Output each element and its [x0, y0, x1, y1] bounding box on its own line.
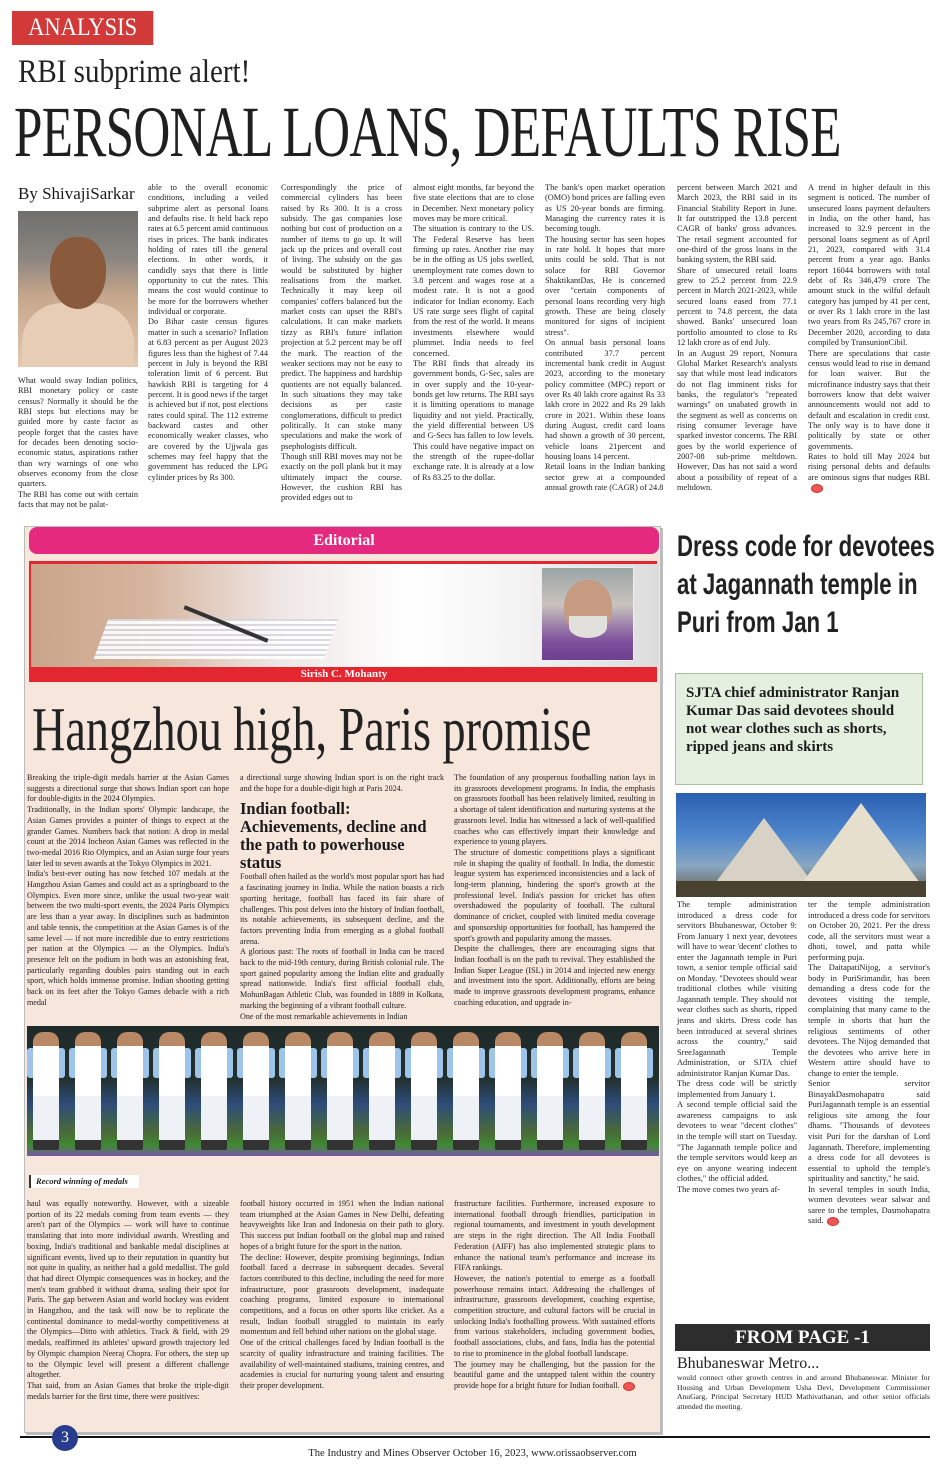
temple-highlight-box: SJTA chief administrator Ranjan Kumar Das said devotees should not wear clothes such as shorts, ripped jeans and skirts [675, 673, 923, 785]
author-photo [18, 211, 138, 367]
paragraph: Do Bihar caste census figures matter in such a scenario? Inflation at 6.83 percent as per August 2023 figures less than the highest of 7.44 percent in July is beyond the RBI toleration limit of 6 percent. But hawkish RBI is targeting for 4 percent. It is good news if the target is achieved but if not, post elections rates could spiral. The 112 extreme backward castes and other economically weaker classes, who are covered by the Ujjwala gas schemes may feel happy that the government has reduced the LPG cylinder prices by Rs 300. [148, 317, 268, 482]
paragraph: The DaitapatiNijog, a servitor's body in PuriSrimandir, has been demanding a dress code for the devotees visiting the temple, complaining that many came to the temple in shorts that hurt the religious sentiments of other devotees. The Nijog demanded that the devotees who arrive here in Western attire should have to change to enter the temple. [808, 963, 930, 1078]
analysis-column-2 [148, 183, 268, 483]
paragraph: The temple administration introduced a dress code for servitors Bhubaneswar, October 9: From January 1 next year, devotees will have to wear 'decent' clothes to enter the Jagannath temple in Puri town, a senior temple official said on Monday. "Devotees should wear traditional clothes while visiting Jagannath temple. They should not wear clothes such as shorts, ripped jeans and skirts. Dress code has been introduced at several shrines across the country," said SreeJagannath Temple Administration, or SJTA chief administrator Ranjan Kumar Das. [677, 900, 797, 1078]
analysis-column-7 [808, 183, 930, 493]
author-photo-face [50, 237, 106, 309]
footer-masthead: The Industry and Mines Observer October 16, 2023, www.orissaobserver.com [308, 1448, 637, 1459]
temple-ground [676, 881, 926, 897]
paragraph: One of the most remarkable achievements in Indian [240, 1011, 408, 1021]
editorial-column-2-bottom [240, 1199, 444, 1392]
section-tag-editorial: Editorial [29, 527, 659, 554]
paragraph: Traditionally, in the Indian sports' Olympic landscape, the Asian Games provides a pointer of things to expect at the grander Games. Numbers back that notion: A drop in medal count at the 2014 Incheon Asian Games was reflected in the two-medal 2016 Rio Olympics, and an Asian surge four years later led to seven awards at the Tokyo Olympics in 2021. [27, 805, 229, 868]
paragraph: That said, from an Asian Games that broke the triple-digit medals barrier for the first time, there were positives: [27, 1380, 229, 1401]
editorial-subhead: Indian football: Achievements, decline and the path to powerhouse status [240, 799, 427, 873]
paragraph-text: Rates to hold till May 2024 but rising personal debts and defaults are ominous signs that nudges RBI. [808, 451, 930, 482]
section-tag-analysis: ANALYSIS [12, 11, 153, 45]
player-figure [537, 1032, 563, 1150]
paragraph: percent between March 2021 and March 2023, the RBI said in its Financial Stability Report in June. It far outstripped the 13.8 percent CAGR of banks' gross advances. The retail segment accounted for one-third of the gross loans in the banking system, the RBI said. [677, 183, 797, 265]
paragraph-text: In several temples in south India, women devotees wear salwar and saree to the temples, Dasmohapatra said. [808, 1184, 930, 1226]
end-mark-icon [811, 484, 823, 493]
paragraph: Football often hailed as the world's most popular sport has had a fascinating journey in India. While the nation boasts a rich sporting heritage, football has faced its fair share of challenges. This post delves into the history of Indian football, its notable achievements, its subsequent decline, and the factors preventing India from emerging as a global football arena. [240, 872, 444, 946]
editorial-column-1-bottom [27, 1199, 229, 1402]
paragraph: Senior servitor BinayakDasmohapatra said PuriJagannath temple is an essential religious site among the four dhams. "Thousands of devotees visit Puri for the darshan of Lord Jagannath. Therefore, implementing a dress code for all devotees is essential to uphold the temple's spirituality and sanctity," he said. [808, 1079, 930, 1184]
paragraph: A trend in higher default in this segment is noticed. The number of unsecured loans payment defaulters in India, on the other hand, has increased to 32.9 percent in the personal loans segment as of April 21, 2023, compared with 31.4 percent from a year ago. Banks report 16044 borrowers with total debt of Rs 346,479 crore The amount stuck in the wilful default category has jumped by 41 per cent, or over Rs 1 lakh crore in the last two years from Rs 245,767 crore in December 2020, according to data compiled by TransunionCibil. [808, 183, 930, 348]
medal-team-photo [27, 1026, 659, 1156]
paragraph: There are speculations that caste census would lead to rise in demand for loan waiver. But the microfinance industry says that their borrowers know that debt waiver announcements would not add to default and escalation in credit cost. The only way is to have done it politically by state or other governments. [808, 348, 930, 451]
paragraph [808, 452, 930, 493]
paragraph: The RBI finds that already its government bonds, G-Sec, sales are in over supply and the 10-year-bonds get low returns. The RBI says it is limiting operations to manage liquidity and not yield. Practically, the yield differential between US and G-Secs has fallen to low levels. This could have negative impact on the strength of the rupee-dollar exchange rate. It is already at a low of Rs 83.25 to the dollar. [413, 358, 534, 482]
paragraph: football history occurred in 1951 when the Indian national team triumphed at the Asian Games in New Delhi, defeating heavyweights like Iran and Indonesia on their path to glory. This success put Indian football on the global map and raised hopes of a bright future for the sport in the nation. [240, 1199, 444, 1251]
paragraph: A glorious past: The roots of football in India can be traced back to the mid-19th century, during British colonial rule. The sport gained popularity among the Indian elite and gradually spread nationwide. India's first official football club, MohunBagan Athletic Club, was founded in 1889 in Kolkata, marking the beginning of a vibrant football culture. [240, 947, 444, 1010]
player-figure [285, 1032, 311, 1150]
paragraph: A second temple official said the awareness campaigns to ask devotees to wear "decent clothes" in the temple will start on Tuesday. "The Jagannath temple police and the temple servitors would keep an eye on anyone wearing indecent clothes," the official added. [677, 1100, 797, 1184]
paragraph: The bank's open market operation (OMO) bond prices are falling even as US 20-year bonds are firming. Managing the currency rates it is becoming tough. [545, 183, 665, 234]
paragraph: almost eight months, far beyond the five state elections that are to close in December. Next monetary policy moves may be more critical. [413, 183, 534, 224]
paragraph: The RBI has come out with certain facts that may not be palat- [18, 489, 138, 510]
paragraph: Share of unsecured retail loans grew to 25.2 percent from 22.9 percent in March 2021-2023, while secured loans eased from 77.1 percent to 74.8 percent, the data showed. Banks' unsecured loan portfolio amounted to close to Rs 12 lakh crore as of end July. [677, 265, 797, 348]
analysis-column-6 [677, 183, 797, 493]
end-mark-icon [623, 1382, 635, 1391]
paragraph: able to the overall economic conditions, including a veiled subprime alert as personal loans and defaults rise. It held back repo rates at 6.5 percent amid continuous rises in prices. The bank indicates holding of rates till the general elections. In other words, it candidly says that there is little opportunity to cut the rates. This means the cost would continue to be more for the borrowers whether individual or corporate. [148, 183, 268, 317]
player-figure [495, 1032, 521, 1150]
player-figure [75, 1032, 101, 1150]
paragraph: frastructure facilities. Furthermore, increased exposure to international football through friendlies, participation in regional tournaments, and investment in youth development are steps in the right direction. The All India Football Federation (AIFF) has also implemented strategic plans to enhance the national team's performance and increase its FIFA rankings. [454, 1199, 655, 1273]
paragraph: Though still RBI moves may not be exactly on the poll plank but it may ultimately impact the course. However, the cushion RBI has provided edges out to [281, 451, 402, 503]
continuation-headline: Bhubaneswar Metro... [677, 1355, 820, 1372]
footer-rule [20, 1436, 930, 1438]
temple-photo [676, 793, 926, 897]
analysis-column-1 [18, 376, 138, 510]
player-figure [117, 1032, 143, 1150]
editorial-column-2-top [240, 773, 444, 1022]
paragraph: The foundation of any prosperous footballing nation lays in its grassroots development programs. In India, the emphasis on grassroots football has been relatively limited, resulting in a shortage of talent identification and nurturing systems at the grassroots level. India has witnessed a lack of well-qualified coaches who can effectively impart their knowledge and experience to young players. [454, 773, 655, 847]
byline: By ShivajiSarkar [18, 184, 135, 203]
paragraph: Correspondingly the price of commercial cylinders has been raised by Rs 300. It is a cross subsidy. The gas companies lose nothing but cost of production on a number of items to go up. It will jack up the prices and overall cost of living. The subsidy on the gas would be substituted by higher realisations from the market. Technically it may keep oil companies' coffers balanced but the market costs can upset the RBI's calculations. It can make markets tizzy as RBI's future inflation projection at 5.2 percent may be off the mark. The reaction of the weaker sections may not be easy to predict. The happiness and hardship quotients are not equally balanced. In such situations they may take decisions as per caste conglomerations, difficult to predict politically. It can stoke many speculations and make the work of psephologists difficult. [281, 183, 402, 451]
temple-column-1 [677, 900, 797, 1195]
paragraph [454, 1360, 655, 1392]
analysis-column-5 [545, 183, 665, 493]
player-figure [33, 1032, 59, 1150]
author-photo-shirt [22, 303, 134, 367]
editorial-author: Sirish C. Mohanty [300, 668, 388, 680]
paragraph: The situation is contrary to the US. The Federal Reserve has been firming up rates. Another rise may be in the offing as US jobs swelled, unemployment rate comes down to 3.8 percent and wages rose at a modest rate. It is not a good indicator for Indian economy. Each US rate surge sees flight of capital from the rest of the world. It means investments elsewhere would plummet. India needs to feel concerned. [413, 224, 534, 358]
paragraph: a directional surge showing Indian sport is on the right track and the hope for a double-digit high at Paris 2024. [240, 773, 444, 793]
editorial-column-3-top [454, 773, 655, 1008]
end-mark-icon [827, 1217, 839, 1226]
from-page-banner: FROM PAGE -1 [675, 1324, 930, 1351]
analysis-column-3 [281, 183, 402, 504]
player-figure [453, 1032, 479, 1150]
paragraph: haul was equally noteworthy. However, with a sizeable portion of its 22 medals coming from team events — they aren't part of the Olympics — work will have to continue translating that into more individual awards. Wrestling and boxing, India's traditional and bankable medal disciplines at significant events, lived up to their reputation in quantity but not quite in quality, as neither had a gold medallist. The gold that had direct Olympic consequences was in hockey, and the men's team grabbed it without drama, sealing their spot for Paris. The gap between Asian and world hockey was evident in Hangzhou, and the task will now be to replicate the continental dominance to medal-worthy competitiveness at the Olympics—Ditto with athletics. Track & field, with 29 medals, reaffirmed its athletes' upward growth trajectory led by Olympic champion Neeraj Chopra. For others, the step up to the Olympic level will present a different challenge altogether. [27, 1199, 229, 1380]
paragraph: Retail loans in the Indian banking sector grew at a compounded annual growth rate (CAGR) of 24.8 [545, 462, 665, 492]
continuation-text: would connect other growth centres in and around Bhubaneswar. Minister for Housing and Urban Development Usha Devi, Development Commissioner AnuGarg, Principal Secretary HUD Mathivathanan, and other senior officials attended the meeting. [677, 1373, 930, 1411]
paragraph: However, the nation's potential to emerge as a football powerhouse remains intact. Addressing the challenges of infrastructure, grassroots development, coaching expertise, competition structure, and cultural factors will be crucial in unlocking India's footballing prowess. With sustained efforts from various stakeholders, including government bodies, football associations, clubs, and fans, India has the potential to rise to prominence in the global football landscape. [454, 1273, 655, 1358]
player-figure [579, 1032, 605, 1150]
paragraph: Breaking the triple-digit medals barrier at the Asian Games suggests a directional surge that shows Indian sport can hope for double-digits in the 2024 Olympics. [27, 773, 229, 804]
article-kicker: RBI subprime alert! [18, 54, 251, 90]
page-number-badge: 3 [52, 1425, 78, 1451]
paragraph: ter the temple administration introduced a dress code for servitors on October 20, 2021. Per the dress code, all the servitors must wear a dhoti, towel, and patta while performing puja. [808, 900, 930, 962]
editorial-headline: Hangzhou high, Paris promise [32, 696, 592, 764]
article-headline: PERSONAL LOANS, DEFAULTS RISE [14, 92, 841, 172]
paragraph: What would sway Indian politics, RBI monetary policy or caste census? Normally it should be the RBI steps but elections may be guided more by caste factor as people forget that the castes have for decades been denoting socio-economic status, aspirations rather than wry warnings of one who observes economy from the close quarters. [18, 376, 138, 489]
paragraph: On annual basis personal loans contributed 37.7 percent incremental bank credit in August 2023, according to the monetary policy committee (MPC) report or over Rs 40 lakh crore against Rs 33 lakh crore in 2022 and Rs 29 lakh crore in 2021. Within these loans during August, credit card loans had shown a growth of 30 percent, vehicle loans 21percent and housing loans 14 percent. [545, 338, 665, 461]
editorial-author-photo [541, 567, 634, 661]
temple-column-2 [808, 900, 930, 1227]
paragraph: The move comes two years af- [677, 1184, 781, 1194]
paragraph: The structure of domestic competitions plays a significant role in shaping the quality of football. In India, the domestic league system has experienced inconsistencies and a lack of long-term planning, hindering the sport's growth at the professional level. India's passion for cricket has often overshadowed the popularity of football. The cultural dominance of cricket, coupled with limited media coverage and sponsorship opportunities for football, has hampered the sport's growth and popularity among the masses. [454, 847, 655, 943]
analysis-column-4 [413, 183, 534, 483]
paragraph: The housing sector has seen hopes in rate hold. It hopes that more units could be sold. That is not solace for RBI Governor ShaktikantDas, He is concerned over "certain components of personal loans recording very high growth. These are being closely monitored for signs of incipient stress". [545, 234, 665, 337]
player-figure [621, 1032, 647, 1150]
player-figure [243, 1032, 269, 1150]
paragraph: India's best-ever outing has now fetched 107 medals at the Hangzhou Asian Games and could act as a springboard to the Olympics. Even more since, unlike the usual two-year wait between the two multi-sport events, the 2024 Paris Olympics are less than a year away. In disciplines such as badminton and table tennis, the competition at the Asian Games is of the same level — if not more incredible due to entry restrictions per nation at the Olympics — as the Olympics. India's presence felt on the podium in both was an astonishing feat, particularly regarding doubles pairs standing out in each sport, which holds immense promise. Indian shooting getting back on its feet after the Tokyo Games debacle with a rich medal [27, 869, 229, 1007]
editorial-column-3-bottom [454, 1199, 655, 1392]
paragraph: The decline: However, despite promising beginnings, Indian football faced a decrease in subsequent decades. Several factors contributed to this decline, including the need for more infrastructure, poor grassroots development, inadequate coaching programs, limited exposure to international competitions, and a focus on other sports like cricket. As a result, Indian football struggled to maintain its early momentum and fell behind other nations on the global stage. [240, 1252, 444, 1337]
player-figure [201, 1032, 227, 1150]
editorial-column-1-top [27, 773, 229, 1008]
paragraph: In an August 29 report, Nomura Global Market Research's analysts say that while most lead indicators do not flag imminent risks for banks, the regulator's "repeated warnings" on unabated growth in the segment as well as concerns on rising consumer leverage have sparked investor concerns. The RBI goes by the world experience of 2007-08 sub-prime meltdown. However, Das has not said a word about a possibility of repeat of a meltdown. [677, 348, 797, 492]
paper-graphic [94, 619, 339, 659]
player-figure [411, 1032, 437, 1150]
temple-headline: Dress code for devotees at Jagannath temple in Puri from Jan 1 [677, 530, 935, 639]
paragraph: The dress code will be strictly implemented from January 1. [677, 1079, 797, 1099]
player-figure [159, 1032, 185, 1150]
paragraph: One of the critical challenges faced by Indian football is the scarcity of quality infrastructure and training facilities. The availability of well-maintained stadiums, training centres, and academies is crucial for nurturing young talent and ensuring their proper development. [240, 1338, 444, 1390]
paragraph: Despite the challenges, there are encouraging signs that Indian football is on the path to revival. They established the Indian Super League (ISL) in 2014 and injected new energy and investment into the sport. Additionally, efforts are being made to improve grassroots development programs, enhance coaching education, and upgrade in- [454, 944, 655, 1007]
photo-caption: Record winning of medals [29, 1175, 139, 1188]
paragraph [808, 1185, 930, 1227]
player-figure [369, 1032, 395, 1150]
paragraph-text: The journey may be challenging, but the passion for the beautiful game and the untapped talent within the country provide hope for a bright future for Indian football. [454, 1359, 655, 1390]
portrait-beard [569, 616, 607, 638]
player-figure [327, 1032, 353, 1150]
